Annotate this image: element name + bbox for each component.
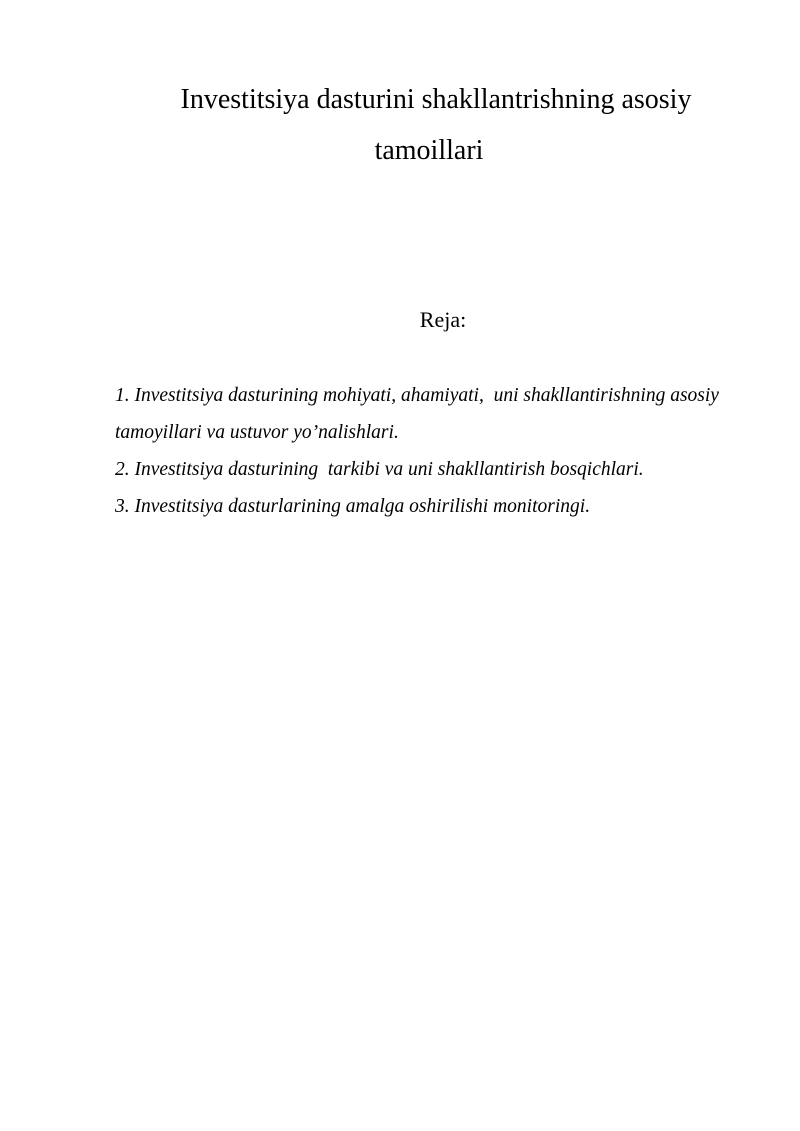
plan-item-2: 2. Investitsiya dasturining tarkibi va uni shakllantirish bosqichlari. [115,459,644,480]
plan-heading: Reja: [419,307,467,332]
document-title-line-2: tamoillari [374,135,484,166]
plan-list [115,377,755,525]
document-title-line-1: Investitsiya dasturini shakllantrishning asosiy [180,84,692,115]
plan-item-1: 1. Investitsiya dasturining mohiyati, ahamiyati, uni shakllantirishning asosiy tamoyillari va ustuvor yo’nalishlari. [115,385,724,443]
document-title [120,74,738,176]
plan-item-3: 3. Investitsiya dasturlarining amalga oshirilishi monitoringi. [115,496,591,517]
